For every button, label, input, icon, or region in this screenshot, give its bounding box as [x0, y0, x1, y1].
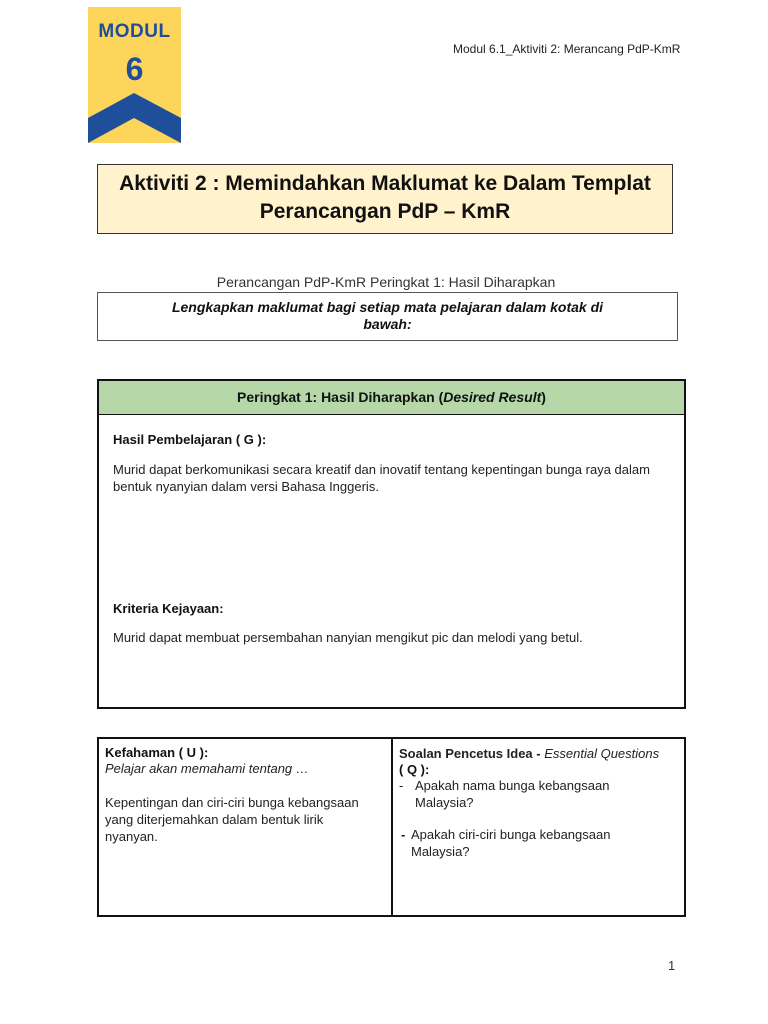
activity-title-line-2: Perancangan PdP – KmR [259, 200, 511, 223]
understanding-label: Kefahaman ( U ): [105, 745, 209, 760]
learning-outcome-text: Murid dapat berkomunikasi secara kreatif dan inovatif tentang kepentingan bunga raya dalam bentuk nyanyian dalam versi Bahasa Inggeris. [113, 462, 650, 494]
stage-heading: Perancangan PdP-KmR Peringkat 1: Hasil Diharapkan [216, 274, 556, 290]
desired-result-header [99, 381, 684, 415]
understanding-text: Kepentingan dan ciri-ciri bunga kebangsaan yang diterjemahkan dalam bentuk lirik nyanyan. [105, 795, 359, 844]
understanding-intro: Pelajar akan memahami tentang … [105, 761, 309, 776]
question-2-text: Apakah ciri-ciri bunga kebangsaan Malaysia? [411, 827, 611, 859]
activity-title-line-1: Aktiviti 2 : Memindahkan Maklumat ke Dalam Templat [119, 172, 651, 195]
success-criteria-label: Kriteria Kejayaan: [113, 601, 224, 616]
desired-result-table [97, 379, 686, 709]
learning-outcome-label: Hasil Pembelajaran ( G ): [113, 432, 267, 447]
essential-questions-cell [399, 745, 681, 860]
question-2 [399, 826, 681, 860]
column-divider [391, 739, 393, 915]
header-reference: Modul 6.1_Aktiviti 2: Merancang PdP-KmR [453, 42, 681, 56]
logo-word: MODUL [98, 21, 171, 42]
logo-number: 6 [125, 51, 144, 87]
desired-result-header-suffix: ) [541, 389, 546, 405]
activity-title-box [97, 164, 673, 234]
essential-questions-label-bold: Soalan Pencetus Idea - [399, 746, 545, 761]
understanding-questions-table [97, 737, 686, 917]
question-1-bullet: - [399, 778, 404, 793]
success-criteria-text: Murid dapat membuat persembahan nanyian mengikut pic dan melodi yang betul. [113, 630, 583, 645]
question-1-text: Apakah nama bunga kebangsaan Malaysia? [415, 778, 610, 810]
question-1 [399, 777, 681, 811]
desired-result-header-prefix: Peringkat 1: Hasil Diharapkan ( [237, 389, 444, 405]
question-2-bullet: - [401, 827, 406, 842]
instruction-box [97, 292, 678, 341]
essential-questions-label [399, 745, 681, 762]
modul-logo [88, 7, 181, 143]
instruction-text: Lengkapkan maklumat bagi setiap mata pelajaran dalam kotak di bawah: [171, 299, 604, 332]
essential-questions-label-italic: Essential Questions [544, 746, 660, 761]
understanding-cell [105, 745, 381, 845]
essential-questions-code: ( Q ): [399, 762, 430, 777]
page-number: 1 [668, 958, 676, 973]
desired-result-header-italic: Desired Result [443, 389, 542, 405]
